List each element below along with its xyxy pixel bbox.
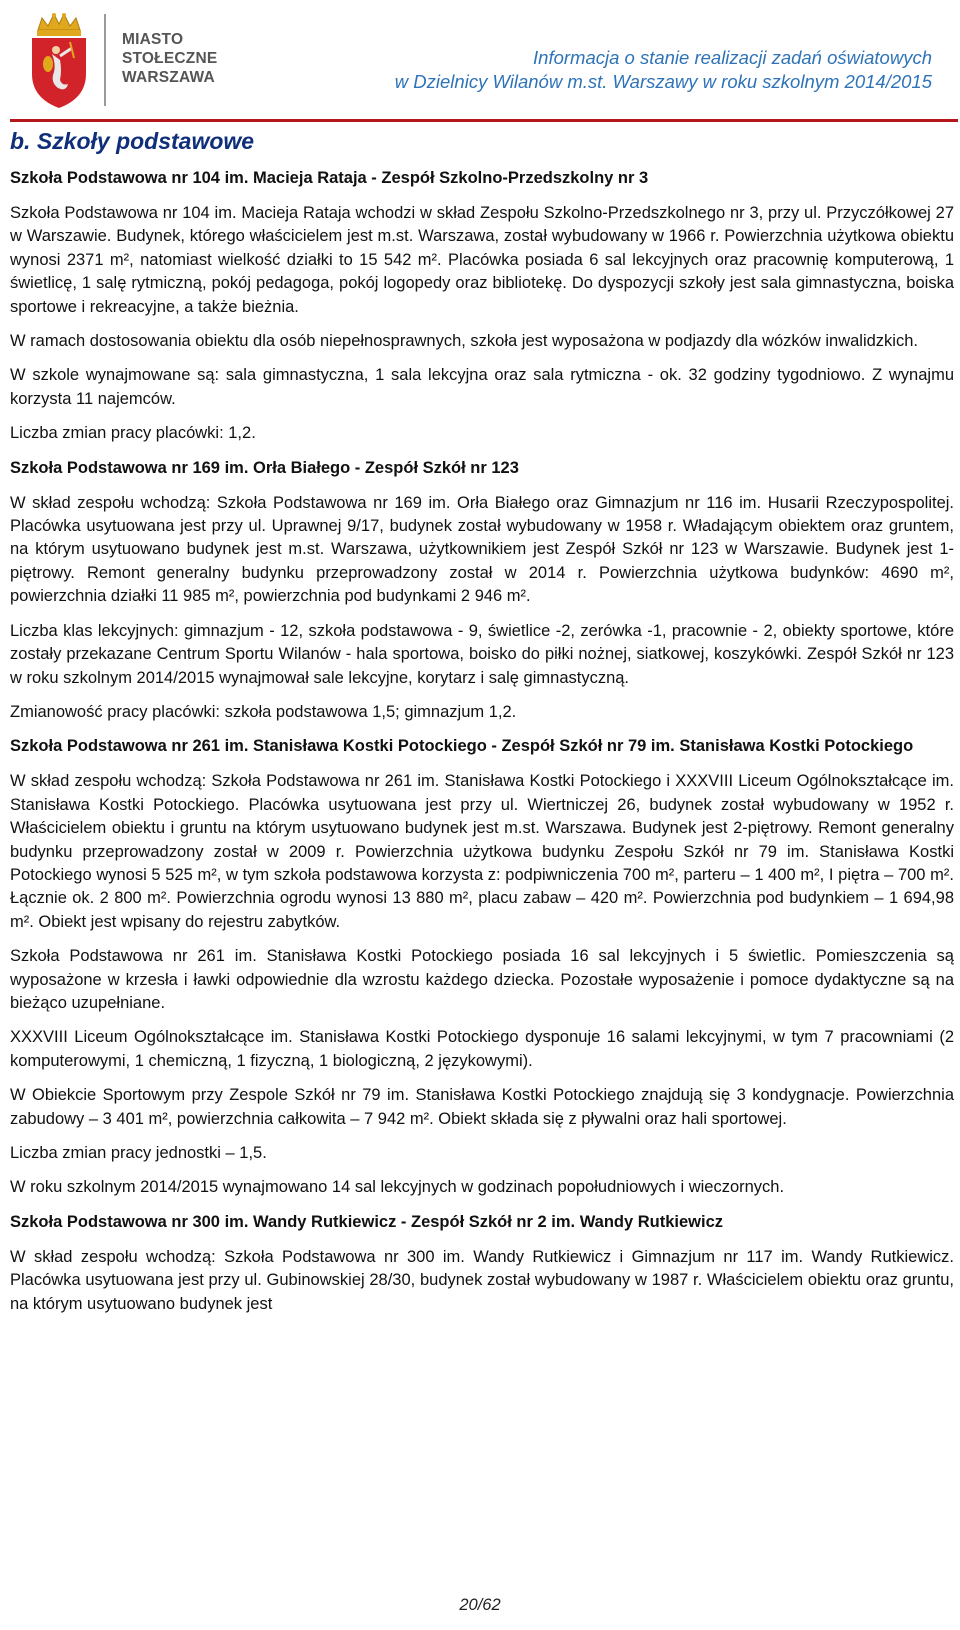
school-paragraph: Liczba zmian pracy jednostki – 1,5.	[10, 1144, 267, 1162]
page-header	[0, 0, 960, 120]
document-title-line-2: w Dzielnicy Wilanów m.st. Warszawy w roku szkolnym 2014/2015	[394, 71, 932, 92]
school-paragraph: Liczba klas lekcyjnych: gimnazjum - 12, szkoła podstawowa - 9, świetlice -2, zerówka -1, pracownie - 2, obiekty sportowe, które zostały przekazane Centrum Sportu Wilanów - hala sportowa, boisko do piłki nożnej, siatkowej, koszykówki. Zespół Szkół nr 123 w roku szkolnym 2014/2015 wynajmował sale lekcyjne, korytarz i salę gimnastyczną.	[10, 621, 954, 687]
school-paragraph: W skład zespołu wchodzą: Szkoła Podstawowa nr 300 im. Wandy Rutkiewicz i Gimnazjum nr 117 im. Wandy Rutkiewicz. Placówka usytuowana jest przy ul. Gubinowskiej 28/30, budynek został wybudowany w 1987 r. Właścicielem obiektu oraz gruntu, na którym usytuowano budynek jest	[10, 1247, 954, 1313]
school-section	[10, 735, 954, 1200]
school-paragraph: Szkoła Podstawowa nr 261 im. Stanisława Kostki Potockiego posiada 16 sal lekcyjnych i 5 świetlic. Pomieszczenia są wyposażone w krzesła i ławki odpowiednie dla wzrostu każdego dziecka. Pozostałe wyposażenie i pomoce dydaktyczne są na bieżąco uzupełniane.	[10, 947, 954, 1012]
school-paragraph: XXXVIII Liceum Ogólnokształcące im. Stanisława Kostki Potockiego dysponuje 16 salami lekcyjnymi, w tym 7 pracowniami (2 komputerowymi, 1 chemiczną, 1 fizyczną, 1 biologiczną, 2 językowymi).	[10, 1028, 954, 1070]
logo-divider	[104, 14, 106, 106]
school-paragraph: W szkole wynajmowane są: sala gimnastyczna, 1 sala lekcyjna oraz sala rytmiczna - ok. 32 godziny tygodniowo. Z wynajmu korzysta 11 najemców.	[10, 366, 954, 408]
document-title-line-1: Informacja o stanie realizacji zadań oświatowych	[533, 47, 932, 68]
school-paragraph: Szkoła Podstawowa nr 104 im. Macieja Rataja wchodzi w skład Zespołu Szkolno-Przedszkolnego nr 3, przy ul. Przyczółkowej 27 w Warszawie. Budynek, którego właścicielem jest m.st. Warszawa, został wybudowany w 1966 r. Powierzchnia użytkowa obiektu wynosi 2371 m², natomiast wielkość działki to 15 542 m². Placówka posiada 6 sal lekcyjnych oraz pracownię komputerową, 1 świetlicę, 1 salę rytmiczną, pokój pedagoga, pokój logopedy oraz bibliotekę. Do dyspozycji szkoły jest sala gimnastyczna, boiska sportowe i rekreacyjne, a także bieżnia.	[10, 204, 954, 316]
section-heading: b. Szkoły podstawowe	[10, 128, 255, 154]
school-section	[10, 457, 954, 725]
school-heading: Szkoła Podstawowa nr 104 im. Macieja Rataja - Zespół Szkolno-Przedszkolny nr 3	[10, 169, 649, 187]
school-heading: Szkoła Podstawowa nr 169 im. Orła Białego - Zespół Szkół nr 123	[10, 458, 519, 477]
school-paragraph: W skład zespołu wchodzą: Szkoła Podstawowa nr 261 im. Stanisława Kostki Potockiego i XXXVIII Liceum Ogólnokształcące im. Stanisława Kostki Potockiego. Placówka usytuowana jest przy ul. Wiertniczej 26, budynek został wybudowany w 1952 r. Właścicielem obiektu i gruntu na którym usytuowano budynek jest m.st. Warszawa. Budynek jest 2-piętrowy. Remont generalny budynku przeprowadzony został w 2009 r. Powierzchnia użytkowa budynku Zespołu Szkół nr 79 im. Stanisława Kostki Potockiego wynosi 5 525 m², w tym szkoła podstawowa korzysta z: podpiwniczenia 700 m², parteru – 1 400 m², I piętra – 700 m². Łącznie ok. 2 800 m². Powierzchnia ogrodu wynosi 13 880 m², placu zabaw – 420 m². Powierzchnia pod budynkiem – 1 694,98 m². Obiekt jest wpisany do rejestru zabytków.	[10, 772, 954, 931]
school-paragraph: W roku szkolnym 2014/2015 wynajmowano 14 sal lekcyjnych w godzinach popołudniowych i wieczornych.	[10, 1178, 785, 1197]
school-heading: Szkoła Podstawowa nr 300 im. Wandy Rutkiewicz - Zespół Szkół nr 2 im. Wandy Rutkiewicz	[10, 1212, 724, 1231]
school-section	[10, 1211, 954, 1316]
document-body	[10, 124, 954, 1327]
page-number: 20/62	[459, 1596, 501, 1614]
school-heading: Szkoła Podstawowa nr 261 im. Stanisława Kostki Potockiego - Zespół Szkół nr 79 im. Stanisława Kostki Potockiego	[10, 737, 914, 756]
logo-word-3: WARSZAWA	[122, 69, 215, 86]
warsaw-coat-of-arms-logo	[28, 12, 90, 110]
logo-word-2: STOŁECZNE	[122, 50, 218, 67]
school-paragraph: W skład zespołu wchodzą: Szkoła Podstawowa nr 169 im. Orła Białego oraz Gimnazjum nr 116 im. Husarii Rzeczypospolitej. Placówka usytuowana jest przy ul. Uprawnej 9/17, budynek został wybudowany w 1958 r. Władającym obiektem oraz gruntem, na którym usytuowano budynek jest m.st. Warszawa, użytkownikiem jest Zespół Szkół nr 123 w Warszawie. Budynek jest 1-piętrowy. Remont generalny budynku przeprowadzony został w 2014 r. Powierzchnia użytkowa budynków: 4690 m², powierzchnia działki 11 985 m², powierzchnia pod budynkami 2 946 m².	[10, 493, 954, 606]
logo-wordmark	[122, 30, 217, 87]
document-title	[372, 46, 932, 94]
school-section	[10, 167, 954, 446]
school-paragraph: Zmianowość pracy placówki: szkoła podstawowa 1,5; gimnazjum 1,2.	[10, 702, 517, 721]
school-paragraph: W ramach dostosowania obiektu dla osób niepełnosprawnych, szkoła jest wyposażona w podjazdy dla wózków inwalidzkich.	[10, 332, 918, 351]
school-paragraph: Liczba zmian pracy placówki: 1,2.	[10, 424, 256, 443]
header-rule	[10, 119, 958, 122]
school-paragraph: W Obiekcie Sportowym przy Zespole Szkół nr 79 im. Stanisława Kostki Potockiego znajdują się 3 kondygnacje. Powierzchnia zabudowy – 3 401 m², powierzchnia całkowita – 7 942 m². Obiekt składa się z pływalni oraz hali sportowej.	[10, 1086, 954, 1128]
logo-word-1: MIASTO	[122, 31, 184, 48]
